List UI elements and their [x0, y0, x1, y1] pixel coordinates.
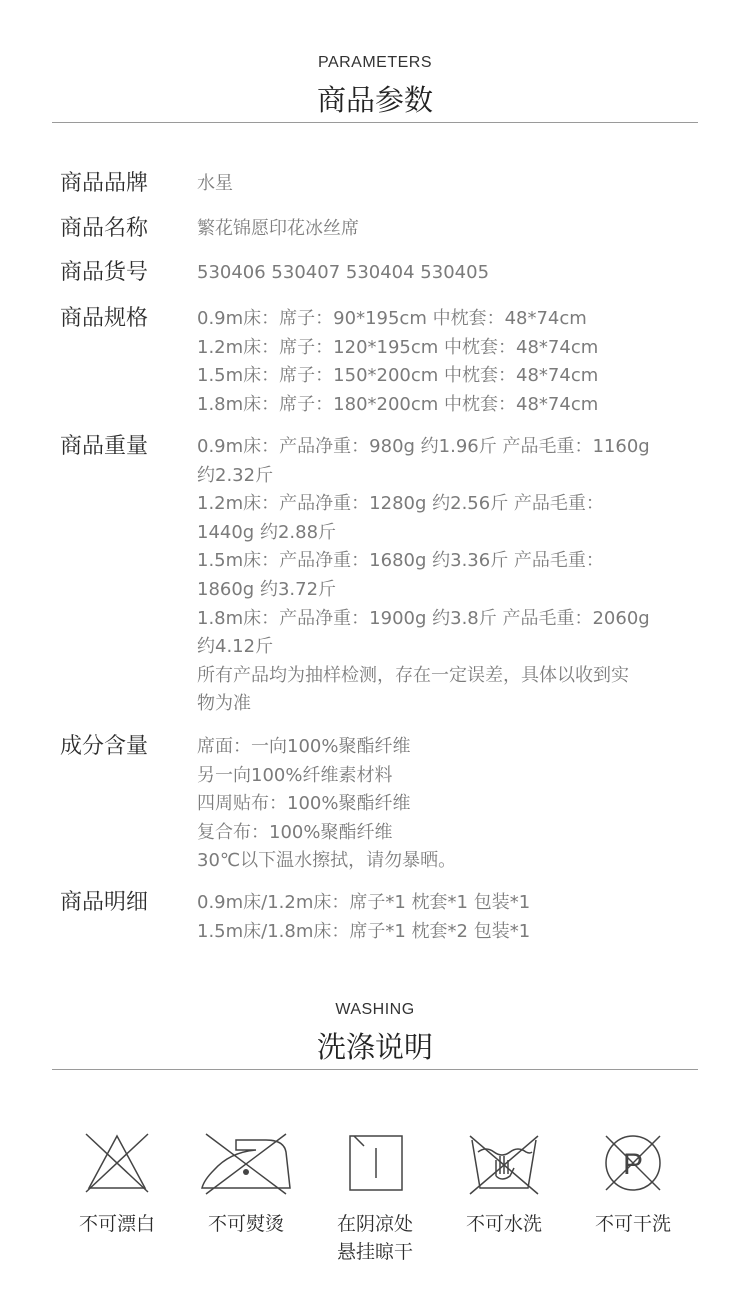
no-iron-icon	[196, 1130, 296, 1196]
param-values	[197, 215, 667, 244]
param-value: 0.9m床/1.2m床：席子*1 枕套*1 包装*1	[197, 892, 531, 913]
washing-item-label: 不可熨烫	[207, 1213, 284, 1235]
param-value: 繁花锦愿印花冰丝席	[197, 218, 359, 239]
washing-item-no-bleach	[52, 1130, 182, 1238]
param-label: 商品重量	[60, 434, 149, 459]
param-value: 1.2m床：席子：120*195cm 中枕套：48*74cm	[197, 336, 599, 358]
hang-dry-shade-icon	[342, 1130, 408, 1196]
washing-item-label: 在阴凉处 悬挂晾干	[336, 1213, 413, 1263]
parameters-title-zh: 商品参数	[316, 83, 433, 117]
param-label: 商品品牌	[60, 171, 149, 196]
washing-title-en: WASHING	[335, 1001, 415, 1018]
no-wash-icon	[466, 1130, 542, 1196]
param-value: 水星	[197, 173, 233, 194]
param-value: 约4.12斤	[197, 636, 274, 658]
param-value: 1.5m床：席子：150*200cm 中枕套：48*74cm	[197, 365, 599, 387]
param-values	[197, 889, 667, 946]
param-value: 30℃以下温水擦拭，请勿暴晒。	[197, 850, 457, 872]
param-label: 成分含量	[60, 734, 149, 759]
washing-item-hang-dry	[310, 1130, 440, 1266]
param-value: 物为准	[197, 693, 251, 715]
param-value: 1.5m床：产品净重：1680g 约3.36斤 产品毛重：	[197, 550, 604, 572]
param-label: 商品明细	[60, 890, 149, 915]
parameters-divider	[52, 122, 698, 123]
param-label: 商品名称	[60, 216, 149, 241]
param-value: 复合布：100%聚酯纤维	[197, 821, 393, 843]
param-value: 0.9m床：席子：90*195cm 中枕套：48*74cm	[197, 308, 587, 329]
washing-item-label: 不可水洗	[465, 1213, 542, 1235]
param-value: 席面：一向100%聚酯纤维	[197, 736, 411, 757]
param-values	[197, 733, 667, 876]
param-value: 1860g 约3.72斤	[197, 578, 337, 600]
washing-title-zh: 洗涤说明	[316, 1030, 433, 1064]
washing-icons	[0, 1130, 750, 1290]
no-bleach-icon	[82, 1130, 152, 1196]
no-dry-clean-icon	[598, 1130, 668, 1196]
washing-item-no-wash	[439, 1130, 569, 1238]
param-label: 商品规格	[60, 306, 149, 331]
washing-header	[0, 1001, 750, 1066]
param-value: 1.5m床/1.8m床：席子*1 枕套*2 包装*1	[197, 920, 531, 942]
param-value: 约2.32斤	[197, 464, 274, 486]
param-value: 1.2m床：产品净重：1280g 约2.56斤 产品毛重：	[197, 493, 604, 515]
svg-text:P: P	[622, 1148, 644, 1181]
washing-divider	[52, 1069, 698, 1070]
param-values	[197, 170, 667, 199]
param-value: 另一向100%纤维素材料	[197, 764, 393, 786]
param-value: 0.9m床：产品净重：980g 约1.96斤 产品毛重：1160g	[197, 436, 650, 457]
param-value: 所有产品均为抽样检测，存在一定误差，具体以收到实	[197, 664, 629, 686]
washing-item-no-dry-clean	[568, 1130, 698, 1238]
washing-item-label: 不可干洗	[594, 1213, 671, 1235]
washing-item-no-iron	[181, 1130, 311, 1238]
param-values	[197, 259, 667, 288]
parameters-title-en: PARAMETERS	[317, 54, 433, 71]
param-value: 1.8m床：席子：180*200cm 中枕套：48*74cm	[197, 393, 599, 415]
param-value: 530406 530407 530404 530405	[197, 262, 490, 283]
param-value: 四周贴布：100%聚酯纤维	[197, 793, 411, 815]
washing-item-label: 不可漂白	[78, 1213, 155, 1235]
param-label: 商品货号	[60, 260, 149, 285]
parameters-header	[0, 54, 750, 119]
param-value: 1.8m床：产品净重：1900g 约3.8斤 产品毛重：2060g	[197, 607, 650, 629]
param-value: 1440g 约2.88斤	[197, 521, 337, 543]
param-values	[197, 305, 667, 419]
param-values	[197, 433, 667, 719]
